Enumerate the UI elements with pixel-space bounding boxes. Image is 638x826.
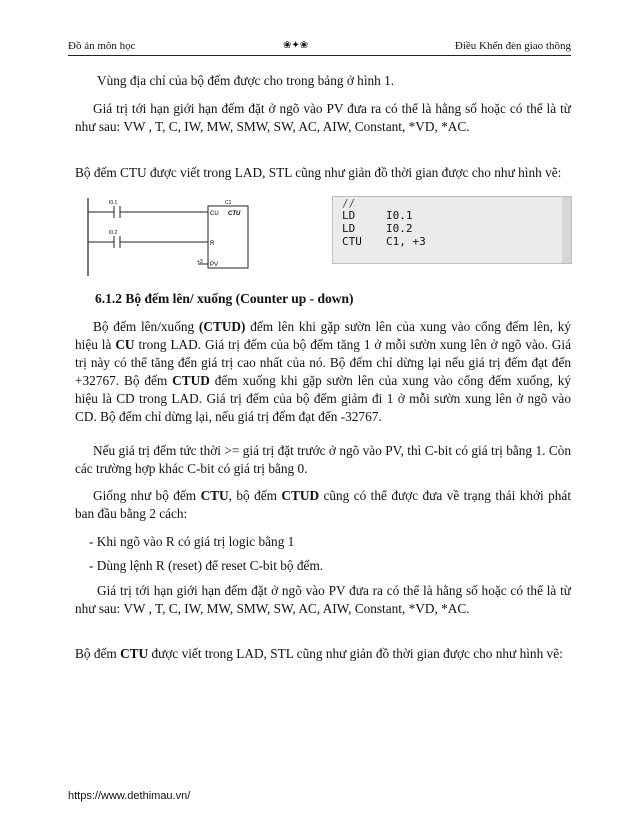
- counter-r-pin: R: [210, 241, 215, 247]
- counter-pv-value: +3: [197, 259, 203, 265]
- reset-method-1: - Khi ngõ vào R có giá trị logic bằng 1: [89, 534, 295, 549]
- counter-cu-pin: CU: [210, 211, 219, 217]
- paragraph-ctud-description: Bộ đếm lên/xuống (CTUD) đếm lên khi gặp sườn lên của xung vào cổng đếm lên, ký hiệu là CU trong LAD. Giá trị đếm của bộ đếm tăng 1 ở mỗi sườn xung lên ở ngõ vào. Giá trị này có thể tăng đến giá trị cao nhất của nó. Bộ đếm chỉ dừng lại nếu giá trị đếm đạt đến +32767. Bộ đếm CTUD đếm xuống khi gặp sườn lên của xung vào cổng đếm xuống, ký hiệu là CD trong LAD. Giá trị đếm của bộ đếm giảm đi 1 ở mỗi sườn xung lên ở ngõ vào CD. Bộ đếm chỉ dừng lại, nếu giá trị đếm đạt đến -32767.: [75, 319, 572, 424]
- paragraph-pv-limit-repeat: Giá trị tới hạn giới hạn đếm đặt ở ngõ vào PV đưa ra có thể là hằng số hoặc có thể là từ như sau: VW , T, C, IW, MW, SMW, SW, AC, AIW, Constant, *VD, *AC.: [75, 583, 571, 616]
- contact-i01-label: I0.1: [109, 200, 118, 206]
- stl-line: [342, 222, 413, 235]
- stl-arg: I0.1: [386, 209, 413, 222]
- counter-name: C1: [225, 200, 232, 206]
- stl-listing: [332, 196, 572, 264]
- header-right: Điều Khển đèn giao thông: [454, 40, 571, 52]
- ladder-diagram: [76, 196, 249, 278]
- paragraph-pv-limit: Giá trị tới hạn giới hạn đếm đặt ở ngõ vào PV đưa ra có thể là hằng số hoặc có thể là từ như sau: VW , T, C, IW, MW, SMW, SW, AC, AIW, Constant, *VD, *AC.: [75, 101, 571, 134]
- header-ornament: ❀✦❀: [283, 40, 309, 51]
- stl-op: LD: [342, 209, 356, 222]
- counter-type: CTU: [228, 211, 241, 217]
- stl-scrollbar[interactable]: [562, 197, 571, 263]
- paragraph-address-range: Vùng địa chỉ của bộ đếm được cho trong bảng ở hình 1.: [97, 73, 395, 88]
- stl-line: [342, 209, 413, 222]
- contact-i02-label: I0.2: [109, 230, 118, 236]
- paragraph-reset-intro: Giống như bộ đếm CTU, bộ đếm CTUD cũng có thể được đưa về trạng thái khởi phát ban đầu bằng 2 cách:: [75, 488, 572, 521]
- section-heading: 6.1.2 Bộ đếm lên/ xuống (Counter up - down): [95, 291, 354, 306]
- stl-op: CTU: [342, 235, 362, 248]
- page-header: [68, 40, 571, 56]
- paragraph-ctu-intro-repeat: Bộ đếm CTU được viết trong LAD, STL cũng như giản đồ thời gian được cho như hình vẽ:: [75, 646, 563, 661]
- stl-arg: I0.2: [386, 222, 413, 235]
- footer-url[interactable]: https://www.dethimau.vn/: [68, 790, 191, 802]
- stl-op: LD: [342, 222, 356, 235]
- paragraph-ctu-intro: Bộ đếm CTU được viết trong LAD, STL cũng như giản đồ thời gian được cho như hình vẽ:: [75, 165, 562, 180]
- header-left: Đồ án môn học: [68, 40, 136, 52]
- counter-pv-pin: PV: [210, 262, 219, 268]
- stl-line: [342, 235, 426, 248]
- stl-arg: C1, +3: [386, 235, 426, 248]
- paragraph-cbit: Nếu giá trị đếm tức thời >= giá trị đặt trước ở ngõ vào PV, thì C-bit có giá trị bằng 1. Còn các trường hợp khác C-bit có giá trị bằng 0.: [75, 443, 571, 476]
- reset-method-2: - Dùng lệnh R (reset) để reset C-bit bộ đếm.: [89, 558, 324, 573]
- stl-comment: //: [342, 197, 356, 210]
